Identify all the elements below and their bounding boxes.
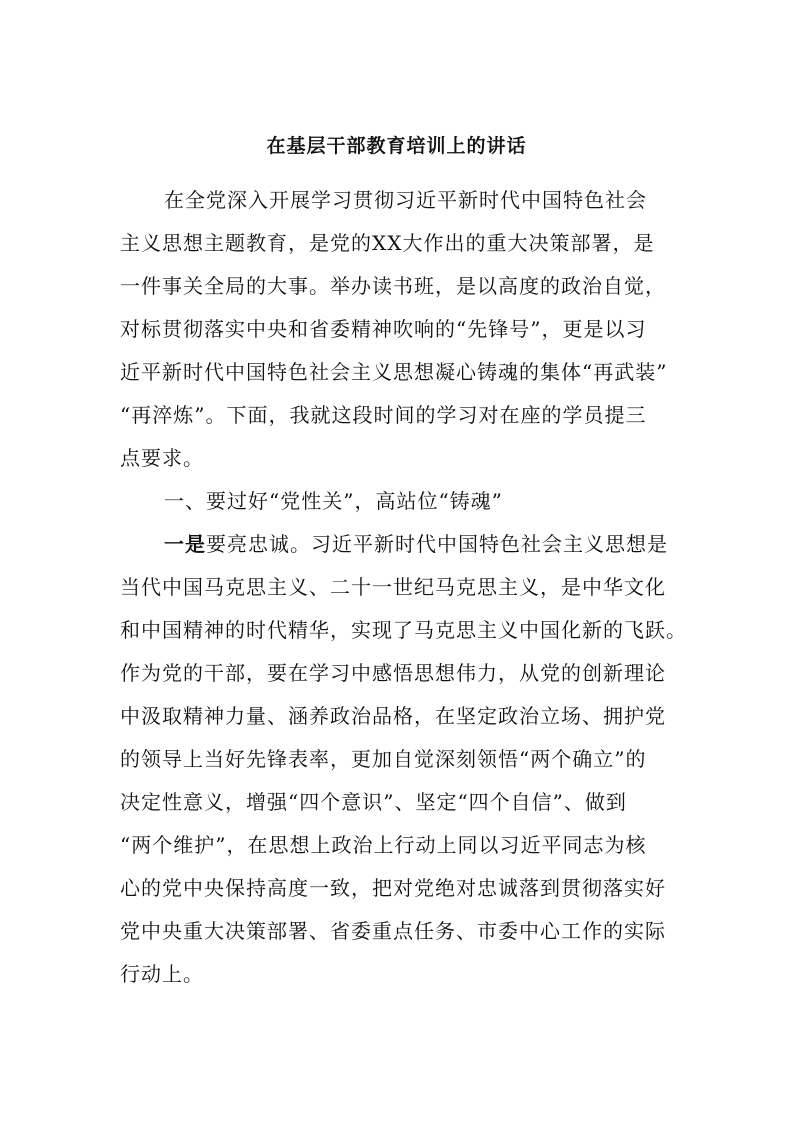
point-line: 心的党中央保持高度一致，把对党绝对忠诚落到贯彻落实好	[120, 876, 666, 900]
point-line: 和中国精神的时代精华，实现了马克思主义中国化新的飞跃。	[120, 618, 687, 642]
point-line: 中汲取精神力量、涵养政治品格，在坚定政治立场、拥护党	[120, 704, 666, 728]
intro-line: 一件事关全局的大事。举办读书班，是以高度的政治自觉，	[120, 274, 666, 298]
intro-line: 在全党深入开展学习贯彻习近平新时代中国特色社会	[164, 188, 647, 212]
point-line: “两个维护”，在思想上政治上行动上同以习近平同志为核	[120, 833, 647, 857]
point-line: 的领导上当好先锋表率，更加自觉深刻领悟“两个确立”的	[120, 747, 647, 771]
point-line: 作为党的干部，要在学习中感悟思想伟力，从党的创新理论	[120, 661, 666, 685]
document-title: 在基层干部教育培训上的讲话	[266, 135, 527, 157]
section-heading: 一、要过好“党性关”，高站位“铸魂”	[164, 489, 503, 513]
point-label: 一是	[164, 532, 206, 556]
point-line: 党中央重大决策部署、省委重点任务、市委中心工作的实际	[120, 919, 666, 943]
point-first-line	[164, 530, 668, 558]
intro-line: 点要求。	[120, 446, 204, 470]
intro-line: 对标贯彻落实中央和省委精神吹响的“先锋号”，更是以习	[120, 317, 647, 341]
intro-line: 近平新时代中国特色社会主义思想凝心铸魂的集体“再武装”	[120, 360, 668, 384]
point-line: 当代中国马克思主义、二十一世纪马克思主义，是中华文化	[120, 575, 666, 599]
point-line: 决定性意义，增强“四个意识”、坚定“四个自信”、做到	[120, 790, 627, 814]
intro-line: 主义思想主题教育，是党的XX大作出的重大决策部署，是	[120, 231, 655, 255]
point-line: 行动上。	[120, 962, 204, 986]
point-line-text: 要亮忠诚。习近平新时代中国特色社会主义思想是	[206, 532, 668, 556]
intro-line: “再淬炼”。下面，我就这段时间的学习对在座的学员提三	[120, 403, 647, 427]
